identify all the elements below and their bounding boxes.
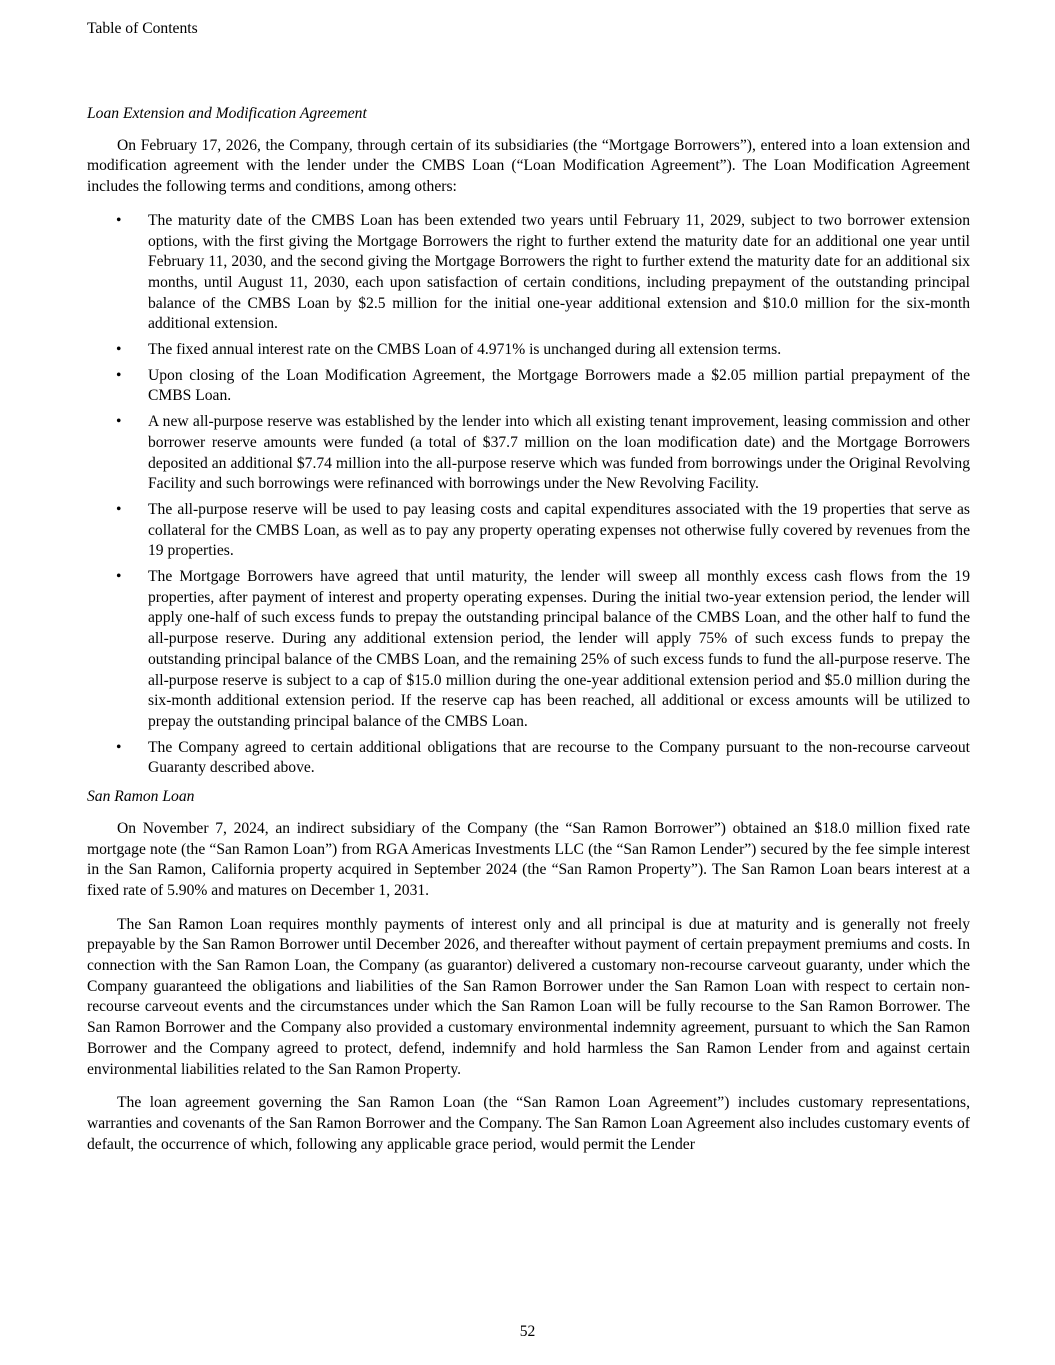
table-of-contents-link[interactable]: Table of Contents — [87, 20, 198, 37]
bullet-icon: • — [116, 211, 122, 229]
paragraph-san-ramon-overview: On November 7, 2024, an indirect subsidiary of the Company (the “San Ramon Borrower”) obtained an $18.0 million fixed rate mortgage note (the “San Ramon Loan”) from RGA Americas Investments LLC (the “San Ramon Lender”) secured by the fee simple interest in the San Ramon, California property acquired in September 2024 (the “San Ramon Property”). The San Ramon Loan bears interest at a fixed rate of 5.90% and matures on December 1, 2031. — [87, 819, 970, 899]
spacer — [87, 808, 970, 819]
paragraph-san-ramon-terms: The San Ramon Loan requires monthly payments of interest only and all principal is due at maturity and is generally not freely prepayable by the San Ramon Borrower until December 2026, and thereafter without payment of certain prepayment premiums and costs. In connection with the San Ramon Loan, the Company (as guarantor) delivered a customary non-recourse carveout guaranty, under which the Company guaranteed the obligations and liabilities of the San Ramon Borrower under the San Ramon Loan with respect to certain non-recourse carveout events and the circumstances under which the San Ramon Loan will be fully recourse to the San Ramon Borrower. The San Ramon Borrower and the Company also provided a customary environmental indemnity agreement, pursuant to which the San Ramon Borrower and the Company agreed to protect, defend, indemnify and hold harmless the San Ramon Lender from and against certain environmental liabilities related to the San Ramon Property. — [87, 915, 970, 1078]
list-item — [87, 738, 970, 779]
list-item — [87, 412, 970, 495]
list-item — [87, 211, 970, 335]
list-item-text: A new all-purpose reserve was established by the lender into which all existing tenant improvement, leasing commission and other borrower reserve amounts were funded (a total of $37.7 million on the loan modification date) and the Mortgage Borrowers deposited an additional $7.74 million into the all-purpose reserve which was funded from borrowings under the Original Revolving Facility and such borrowings were refinanced with borrowings under the New Revolving Facility. — [148, 413, 970, 493]
section-heading-loan-extension: Loan Extension and Modification Agreement — [87, 105, 367, 122]
list-item-text: The all-purpose reserve will be used to pay leasing costs and capital expenditures associated with the 19 properties that serve as collateral for the CMBS Loan, as well as to pay any property operating expenses not otherwise fully covered by revenues from the 19 properties. — [148, 500, 970, 560]
spacer — [87, 125, 970, 136]
list-item-text: The fixed annual interest rate on the CMBS Loan of 4.971% is unchanged during all extension terms. — [148, 341, 782, 359]
spacer — [87, 198, 970, 211]
list-item — [87, 567, 970, 733]
bullet-icon: • — [116, 738, 122, 756]
paragraph-loan-modification-intro: On February 17, 2026, the Company, through certain of its subsidiaries (the “Mortgage Borrowers”), entered into a loan extension and modification agreement with the lender under the CMBS Loan (“Loan Modification Agreement”). The Loan Modification Agreement includes the following terms and conditions, among others: — [87, 136, 970, 196]
list-item-text: The Mortgage Borrowers have agreed that until maturity, the lender will sweep all monthly excess cash flows from the 19 properties, after payment of interest and property operating expenses. During the initial two-year extension period, the lender will apply one-half of such excess funds to prepay the outstanding principal balance of the CMBS Loan, and the other half to fund the all-purpose reserve. During any additional extension period, the lender will apply 75% of such excess funds to prepay the outstanding principal balance of the CMBS Loan, and the remaining 25% of such excess funds to fund the all-purpose reserve. The all-purpose reserve is subject to a cap of $15.0 million during the one-year additional extension period and $5.0 million during the six-month additional extension period. If the reserve cap has been reached, all additional or excess amounts will be utilized to prepay the outstanding principal balance of the CMBS Loan. — [148, 568, 970, 730]
list-item — [87, 340, 970, 361]
list-item — [87, 366, 970, 407]
section-heading-san-ramon-loan: San Ramon Loan — [87, 788, 195, 806]
bullet-icon: • — [116, 413, 122, 431]
spacer — [87, 902, 970, 915]
list-item-text: Upon closing of the Loan Modification Agreement, the Mortgage Borrowers made a $2.05 million partial prepayment of the CMBS Loan. — [148, 366, 970, 405]
list-item-text: The Company agreed to certain additional obligations that are recourse to the Company pursuant to the non-recourse carveout Guaranty described above. — [148, 738, 970, 777]
list-item-text: The maturity date of the CMBS Loan has been extended two years until February 11, 2029, subject to two borrower extension options, with the first giving the Mortgage Borrowers the right to further extend the maturity date for an additional one year until February 11, 2030, and the second giving the Mortgage Borrowers the right to further extend the maturity date for an additional six months, until August 11, 2030, each upon satisfaction of certain conditions, including prepayment of the outstanding principal balance of the CMBS Loan by $2.5 million for the initial one-year additional extension and $10.0 million for the six-month additional extension. — [148, 211, 970, 333]
bullet-icon: • — [116, 366, 122, 384]
list-item — [87, 500, 970, 562]
bullet-icon: • — [116, 500, 122, 518]
spacer — [87, 1080, 970, 1093]
bullet-icon: • — [116, 568, 122, 586]
loan-modification-terms-list — [87, 211, 970, 779]
page-number: 52 — [519, 1323, 536, 1340]
paragraph-san-ramon-loan-agreement: The loan agreement governing the San Ramon Loan (the “San Ramon Loan Agreement”) includes customary representations, warranties and covenants of the San Ramon Borrower and the Company. The San Ramon Loan Agreement also includes customary events of default, the occurrence of which, following any applicable grace period, would permit the Lender — [87, 1094, 970, 1153]
document-body — [87, 104, 970, 1155]
bullet-icon: • — [116, 341, 122, 359]
